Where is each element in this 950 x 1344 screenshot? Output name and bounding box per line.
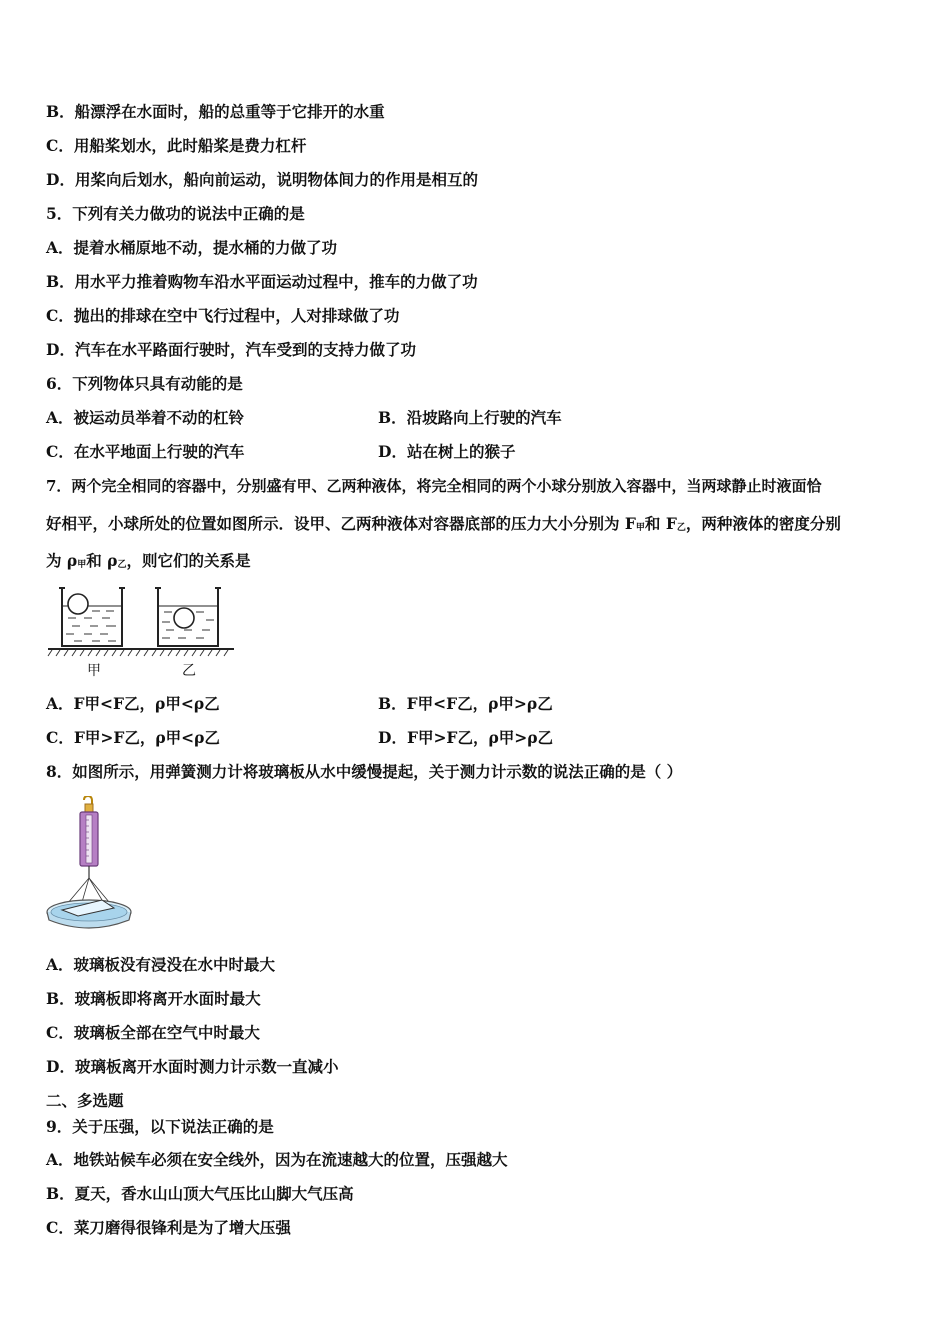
- q8-option-b: B．玻璃板即将离开水面时最大: [46, 989, 261, 1008]
- q8-option-d: D．玻璃板离开水面时测力计示数一直减小: [46, 1057, 339, 1076]
- q9-stem: 9．关于压强，以下说法正确的是: [46, 1117, 274, 1136]
- q7-stem-line2: 好相平，小球所处的位置如图所示．设甲、乙两种液体对容器底部的压力大小分别为 F甲和 F乙，两种液体的密度分别: [46, 514, 841, 533]
- q6-option-a: A．被运动员举着不动的杠铃: [46, 408, 245, 427]
- q8-option-a: A．玻璃板没有浸没在水中时最大: [46, 955, 276, 974]
- q7-option-a: A．F甲<F乙，ρ甲<ρ乙: [46, 694, 220, 713]
- ball-yi: [174, 608, 194, 628]
- q7-label-yi: 乙: [182, 663, 196, 679]
- q7-containers-figure: [46, 584, 238, 680]
- q5-stem: 5．下列有关力做功的说法中正确的是: [46, 204, 305, 223]
- q9-option-a: A．地铁站候车必须在安全线外，因为在流速越大的位置，压强越大: [46, 1150, 508, 1169]
- q6-option-b: B．沿坡路向上行驶的汽车: [378, 408, 562, 427]
- q7-option-d: D．F甲>F乙，ρ甲>ρ乙: [378, 728, 554, 747]
- q8-spring-scale-figure: [44, 796, 138, 934]
- section-heading-multiple-choice: 二、多选题: [46, 1091, 124, 1110]
- q8-stem: 8．如图所示，用弹簧测力计将玻璃板从水中缓慢提起，关于测力计示数的说法正确的是（ ）: [46, 762, 683, 781]
- q5-option-c: C．抛出的排球在空中飞行过程中，人对排球做了功: [46, 306, 400, 325]
- q6-stem: 6．下列物体只具有动能的是: [46, 374, 243, 393]
- q7-option-b: B．F甲<F乙，ρ甲>ρ乙: [378, 694, 553, 713]
- q7-stem-line3: 为 ρ甲和 ρ乙，则它们的关系是: [46, 551, 251, 570]
- q7-stem-line1: 7．两个完全相同的容器中，分别盛有甲、乙两种液体，将完全相同的两个小球分别放入容器中，当两球静止时液面恰: [46, 477, 822, 495]
- q8-option-c: C．玻璃板全部在空气中时最大: [46, 1023, 260, 1042]
- q4-option-b: B．船漂浮在水面时，船的总重等于它排开的水重: [46, 102, 385, 121]
- q7-label-jia: 甲: [87, 663, 101, 679]
- q6-option-c: C．在水平地面上行驶的汽车: [46, 442, 245, 461]
- q5-option-d: D．汽车在水平路面行驶时，汽车受到的支持力做了功: [46, 340, 416, 359]
- q9-option-c: C．菜刀磨得很锋利是为了增大压强: [46, 1218, 291, 1237]
- q9-option-b: B．夏天，香水山山顶大气压比山脚大气压高: [46, 1184, 354, 1203]
- q4-option-c: C．用船桨划水，此时船桨是费力杠杆: [46, 136, 307, 155]
- q6-option-d: D．站在树上的猴子: [378, 442, 516, 461]
- q5-option-a: A．提着水桶原地不动，提水桶的力做了功: [46, 238, 338, 257]
- container-jia: [59, 588, 125, 646]
- ball-jia: [68, 594, 88, 614]
- q4-option-d: D．用桨向后划水，船向前运动，说明物体间力的作用是相互的: [46, 170, 478, 189]
- q7-option-c: C．F甲>F乙，ρ甲<ρ乙: [46, 728, 220, 747]
- q5-option-b: B．用水平力推着购物车沿水平面运动过程中，推车的力做了功: [46, 272, 478, 291]
